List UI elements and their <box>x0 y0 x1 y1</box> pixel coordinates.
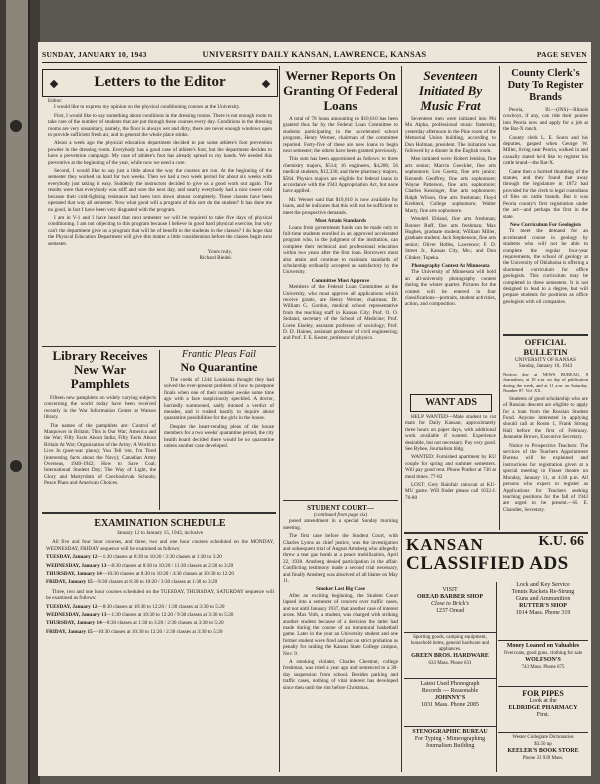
library-paragraph: The names of the pamphlets are: Control of Manpower in Britain; This is Our War; America and the War; Fifty Facts About India; Fifty Facts About Britain At War; Organization of the Army; A World to Live In (post-war plans); You Tell 'em, I'm Tired (interesting facts about the Navy); Canadian Army Overseas, 1940-1942; How to Save Coal; International Student Day; The Way of Light, the Glory and Martyrdom of Czechoslovak Schools; Peace Plans and American Choices. <box>44 422 156 487</box>
exam-day: THURSDAY, January 14 <box>46 620 102 627</box>
classified-ad <box>498 582 588 638</box>
letters-headline: Letters to the Editor <box>94 74 226 90</box>
ad-line: Wester Collegiate Dictionaries <box>512 735 574 740</box>
divider <box>404 632 496 633</box>
want-ad: WANTED: Furnished apartment by KU couple for spring and summer semesters. Will pay good rent. Phone Prather at 736 at meal times. 77-82 <box>405 454 496 480</box>
exam-schedule <box>46 518 274 772</box>
bulletin-headline: OFFICIAL BULLETIN <box>523 337 568 357</box>
divider <box>496 582 497 772</box>
exam-times: —9:30 classes at 8:30 to 10:20 / 3:30 classes at 1:30 to 3:20 <box>92 579 218 586</box>
county-clerk-article <box>503 68 588 332</box>
exam-day: WEDNESDAY, January 13 <box>46 562 107 569</box>
exam-row <box>46 554 274 560</box>
ad-line: 1014 Mass. Phone 319 <box>515 610 571 616</box>
classified-ad <box>406 729 494 771</box>
exam-times: —1:30 classes at 8:30 to 10:20 / 2:30 classes at 1:30 to 3:20 <box>97 554 222 561</box>
ad-line: $3.50 up <box>534 742 552 747</box>
letters-paragraph: I would like to express my opinion on the physical conditioning courses at the University. <box>54 104 241 111</box>
exam-row <box>46 612 274 618</box>
letters-paragraph: About a week ago the physical education department decided to put some athlete's foot prevention powder in the dressing room. Everybody has a good case of athlete's foot, but the department decides to have a prevention campaign. My case of athlete's foot has already spread to my hands. We needed this preventive at the beginning of the year, while now we need a cure. <box>48 140 272 166</box>
ad-line: GREEN BROS. HARDWARE <box>411 653 489 659</box>
werner-headline: Werner Reports On Granting Of Federal Loans <box>283 68 398 113</box>
ad-line: Latest Used Phonograph <box>420 681 480 687</box>
ad-line: Phone 33 939 Mass. <box>522 756 564 761</box>
divider <box>498 686 588 687</box>
werner-paragraph: Members of the Federal Loan Committee at the University, who must approve all applications which receive grants, are Henry Werner, chairman; Dr. William G. Gordon, medical school representative from the teaching staff in Kansas City; Prof. O. O. Stoland, secretary of the School of Medicine; Prof. Loren Eiseley, assistant professor of sociology; Prof. D. D. Haines, assistant professor of civil engineering; and Prof. F. E. Kester, professor of physics. <box>283 284 398 342</box>
exam-day: TUESDAY, January 12 <box>46 554 98 561</box>
exam-row <box>46 579 274 585</box>
newspaper-page <box>38 42 591 776</box>
want-ad: LOST: Grey Rainfair raincoat at KU-MU game. Will finder please call 1632-J. 76-80 <box>405 482 496 501</box>
divider <box>42 346 276 347</box>
clerk-paragraph: Peoria, Ill.—(INS)—Illinois cowboys, if any, can ride their ponies into Peoria now and apply for a job at the Bar-X ranch. <box>503 107 588 133</box>
binder-hole <box>10 120 22 132</box>
ad-line: Guns and Ammunition <box>515 596 571 602</box>
exam-day: THURSDAY, January 14 <box>46 571 102 578</box>
werner-paragraph: Mr. Werner said that $10,610 is now available for loans, and he indicates that this will not be sufficient to meet the prospective demands. <box>283 196 398 216</box>
ad-line: Sporting goods, camping equipment, household items, general hardware and appliances. <box>410 635 490 652</box>
exam-row <box>46 571 274 577</box>
want-ads-header <box>410 394 492 412</box>
divider <box>503 334 588 336</box>
clerk-subhead: New Curriculum For Geologists <box>510 221 581 228</box>
exam-row <box>46 629 274 635</box>
divider <box>498 640 588 641</box>
ad-line: 633 Mass. Phone 631 <box>428 661 472 666</box>
classified-kansan: KANSAN <box>406 535 484 554</box>
bulletin-notice: Notices due at NEWS BUREAU, 8 Journalism, at 10 a.m. on day of publication during the week, and at 11 a.m. on Saturday. Number 87. Vol. XX. <box>503 371 588 394</box>
bulletin-paragraph: Notice to Prospective Teachers: The services of the Teachers Appointment Bureau will be explained and instructions for registration given at a special meeting in Fraser theatre on Monday, January 11, at 4:30 p.m. All persons who expect to register as Applications for Teachers seeking teaching positions for the fall of 1943 are urged to be present.—H. E. Chandler, Secretary. <box>503 442 588 513</box>
letters-header-box <box>42 69 278 97</box>
exam-times: —8:30 classes at 8:30 to 10:20 / 11:30 classes at 2:30 to 3:20 <box>106 562 234 569</box>
classified-header <box>406 535 588 579</box>
exam-times: —8:30 classes at 1:30 to 3:20 / 2:30 classes at 3:30 to 5:20 <box>101 620 224 627</box>
ad-line: Close to Brick's <box>431 601 469 607</box>
exam-row <box>46 563 274 569</box>
clerk-paragraph: County clerk L. E. Sours and his deputies, gasped when George W. Miller, living near Peoria, walked in and casually stated he'd like to register his cattle brand—the Bar-X. <box>503 134 588 167</box>
exam-mwf-list <box>46 554 274 586</box>
divider <box>498 732 588 733</box>
bulletin-date: Sunday, January 10, 1943 <box>518 363 573 370</box>
court-paragraph: The first case before the Student Court, with Charles Lyons as chief justice, was the investigation and subsequent trial of August Amsberg who allegedly threw a tear gas bomb at a peace mobilization, April 22, 1938. Amsberg denied participation in the affair. Conflicting testimony made a second trial necessary, and finally Amsberg was absolved of all blame on May 11. <box>283 533 398 585</box>
ad-line: 1237 Oread <box>435 608 465 614</box>
seventeen-paragraph: The University of Minnesota will hold an all-university photography contest during the winter quarter. Pictures for the contest will be entered in four classifications—portraits, student activities, action, and composition. <box>405 269 496 308</box>
ad-line: 743 Mass. Phone 675 <box>521 665 565 670</box>
ad-line: RUTTER'S SHOP <box>519 603 567 609</box>
exam-row <box>46 620 274 626</box>
exam-day: FRIDAY, January 15 <box>46 579 93 586</box>
official-bulletin <box>503 337 588 530</box>
werner-subhead: Committee Must Approve <box>311 277 370 284</box>
classified-title: CLASSIFIED ADS <box>406 553 569 574</box>
seventeen-paragraph: Seventeen men were initiated into Phi Mu Alpha, professional music fraternity, yesterday afternoon in the Pine room of the Memorial Union building, according to Don Holman, president. The initiation was followed by a dinner in the English room. <box>405 116 496 155</box>
seventeen-article <box>405 68 496 388</box>
exam-intro: All five and four hour courses, and three, two and one hour courses scheduled on the MONDAY, WEDNESDAY, FRIDAY sequence will be examined as follows: <box>46 539 274 552</box>
exam-times: —10:30 classes at 8:30 to 10:20 / 4:30 classes at 10:30 to 12:20 <box>101 571 234 578</box>
binder-hole <box>10 460 22 472</box>
letters-closing: Yours truly, <box>207 248 232 255</box>
frantic-article <box>164 349 274 511</box>
exam-tts-list <box>46 604 274 636</box>
ad-line: WOLFSON'S <box>525 657 561 663</box>
court-paragraph: After an exciting beginning, the Student Court lapsed into a semester of concern over traffic cases, and not until January 1937, that another case of interest arose. Max Voth, a student, was charged with striking another student because of a decision the latter had made during the course of an intramural basketball game. Later in the year an University student and one former student were fired and put on strict probation as penalty for raiding the Kansas State College campus, Nov. 9. <box>283 592 398 657</box>
ad-line: Journalism Building <box>425 743 475 749</box>
letters-paragraph: First, I would like to say something about conditions in the dressing rooms. There is not enough room to take care of the number of students that are put through these courses every day. Conditions in the dressing rooms are very unsanitary, namely, the floor is always wet and dirty, there are never enough windows open to provide sufficient fresh air, and in general the whole place stinks. <box>48 112 272 139</box>
ad-line: FOR PIPES <box>522 689 564 698</box>
ad-line: JOHNNY'S <box>434 695 466 701</box>
classified-ad <box>498 643 588 683</box>
exam-intro: Three, two and one hour courses scheduled on the TUESDAY, THURSDAY, SATURDAY sequence will be examined as follows: <box>46 588 274 602</box>
ad-line: KEELER'S BOOK STORE <box>507 748 579 754</box>
letters-paragraph: I am in V-1 and I have heard that next semester we will be required to take five days of physical conditioning. I am not objecting to this program because I believe in good hard physical exercise, but why can't the department give us a program that will be of benefit to the students in the classes? I do hope that the Physical Education Department will give this matter a little consideration before the classes begin next semester. <box>48 214 272 247</box>
divider <box>279 66 280 772</box>
library-headline: Library Receives New War Pamphlets <box>52 349 148 391</box>
bulletin-sub: UNIVERSITY OF KANSAS <box>515 357 576 363</box>
binding-strip <box>6 0 30 784</box>
divider <box>42 512 276 514</box>
werner-paragraph: This sum has been apportioned as follows: to three chemistry majors, $514; 16 engineers, $4,286; 56 medical students, $12,336; and three pharmacy majors, $564. Physics majors are eligible for federal loans in accordance with the 1943 Appropriation Act, but none have applied. <box>283 156 398 195</box>
letters-greeting: Editor: <box>48 98 63 104</box>
court-headline: STUDENT COURT— <box>307 504 374 512</box>
bulletin-paragraph: Students of good scholarship who are of Russian descent are eligible to apply for a loan from the Russian Student Fund. Anyone interested in applying should call at Room 1, Frank Strong Hall before the first of February. Jeannette Brown, Executive Secretary. <box>503 395 588 441</box>
werner-subhead: Must Attain Standards <box>315 218 366 225</box>
want-ads-list <box>405 414 496 530</box>
court-paragraph: A smoking violater, Charles Chestnut, college freshman, was tried a year ago and sentenced to a 30-day suspension from school. Besides parking and traffic cases, nothing of vital interest has developed since then until the riot before Christmas. <box>283 658 398 691</box>
ad-line: Lock and Key Service <box>516 582 570 588</box>
exam-day: WEDNESDAY, January 13 <box>46 612 107 619</box>
seventeen-paragraph: Men initiated were: Robert Jenkins, fine arts senior; Marvin Goeckler, fine arts sophomore; Leo Goertz, fine arts junior; Kenneth Geoffrey, fine arts sophomore; Wayne Patterson, fine arts sophomore; Charles Kessinger, fine arts sophomore; Ralph Wilson, fine arts freshman; Floyd Kreblenl, College sophomore; Walter Marty, fine arts sophomore. <box>405 156 496 214</box>
frantic-paragraph: Despite the heart-rending pleas of the house members for a two weeks' quarantine period, the city health board decided there would be no quarantine unless another case developed. <box>164 423 274 450</box>
letters-signature: Richard Riedel. <box>199 255 232 262</box>
werner-paragraph: A total of 78 loans amounting to $10,610 has been granted thus far by the Federal Loan Committee to students participating in the accelerated school program, Henry Werner, chairman of the committee reported. Forty-five of these are new loans to begin next semester; the others have been granted previously. <box>283 116 398 155</box>
masthead-page: PAGE SEVEN <box>536 50 587 59</box>
clerk-paragraph: To meet the demand for an accelerated course in geology by students who will not be able to complete the regular four-year requirements, the school of geology at the University of Oklahoma is offering a shortened curriculum for office geologists. This curriculum may be completed in three semesters. It is not designed to lead to a degree, but will prepare students for positions as office geologists with oil companies. <box>503 228 588 305</box>
clerk-headline: County Clerk's Duty To Register Brands <box>507 68 584 103</box>
divider <box>404 726 496 727</box>
classified-ad <box>406 635 494 675</box>
want-ad: HELP WANTED—Male student to cut mats for Daily Kansan; approximately three hours on paper days, with additional work available if wanted. Experience desirable, but not necessary. Pay very good. See Bybee, Journalism bldg. <box>405 414 496 453</box>
divider <box>283 500 398 501</box>
classified-ad <box>498 734 588 772</box>
ad-line: OREAD BARBER SHOP <box>416 594 483 600</box>
exam-day: TUESDAY, January 12 <box>46 603 98 610</box>
divider <box>404 678 496 679</box>
frantic-paragraph: The coeds of 1244 Louisiana thought they had solved the ever-present problem of how to postpone finals when one of their number awoke some time ago with a face suspiciously speckled. A doctor, hurriedly summoned, sadly intoned a verdict of measles, and it rushed hastily to inquire about quarantine possibilities for the girls in the house. <box>164 377 274 422</box>
ad-line: Records — Reasonable <box>421 688 479 694</box>
ad-line: First. <box>536 712 550 718</box>
letters-body <box>48 98 272 344</box>
frantic-headline: No Quarantine <box>180 360 258 374</box>
frantic-kicker: Frantic Pleas Fail <box>182 349 256 360</box>
library-article <box>44 349 156 511</box>
divider <box>499 66 500 530</box>
classified-phone: K.U. 66 <box>538 534 584 549</box>
werner-article <box>283 68 398 500</box>
exam-headline: EXAMINATION SCHEDULE <box>94 518 226 529</box>
court-subhead: Smoker Last Big Case <box>315 586 366 593</box>
seventeen-headline: Seventeen Initiated By Music Frat <box>418 68 483 113</box>
classified-ad <box>406 587 494 629</box>
ad-line: Look at the <box>529 698 557 704</box>
exam-times: —10:30 classes at 10:30 to 12:20 / 2:30 classes at 3:30 to 5:20 <box>92 628 223 635</box>
masthead <box>42 48 587 63</box>
seventeen-subhead: Photography Contest At Minnesota <box>411 262 490 269</box>
seventeen-paragraph: Wendell Ebland, fine arts freshman; Bonner Ruff, fine arts freshman; Max Hughes, graduate student; William Miller, graduate student; Jack Stephenson, fine arts senior; Oliver Hobbs, Lawrence; F. D. Street Jr., Kansas City, Mo.; and Don Clinker, Topeka. <box>405 216 496 261</box>
masthead-date: SUNDAY, JANUARY 10, 1943 <box>42 50 147 59</box>
ad-line: 1031 Mass. Phone 2085 <box>421 702 479 708</box>
ad-line: Tennis Rackets Re-Strung <box>511 589 575 595</box>
divider <box>159 350 160 510</box>
letters-paragraph: Second, I would like to say just a little about the way the courses are run. At the beginning of the semester they worked us hard for two weeks. Then we had a two week period for about six weeks with everybody just taking it easy. Suddenly the instructors decided to give us a good work out again. The results were that everybody was stiff and sore the next day, and nearly everybody had a nice sweet cold because their cold-fighting resistance had been torn down almost completely. These classes have been operated that way all semester. Now what good will a program of this sort do the student? It has done me no good, in fact I have been very disgusted with the program. <box>48 168 272 213</box>
ad-line: VISIT <box>442 587 458 593</box>
exam-day: FRIDAY, January 15 <box>46 628 93 635</box>
library-paragraph: Fifteen new pamphlets on widely varying subjects concerning the world today have been received recently in the War Information Center at Watson library. <box>44 395 156 421</box>
want-ads-headline: WANT ADS <box>425 397 477 408</box>
masthead-title: UNIVERSITY DAILY KANSAN, LAWRENCE, KANSAS <box>202 49 427 59</box>
ad-line: STENOGRAPHIC BUREAU <box>412 729 488 735</box>
exam-times: —1:30 classes at 10:30 to 12:20 / 9:30 classes at 3:30 to 5:20 <box>106 612 234 619</box>
werner-paragraph: Loans from government funds can be made only to full-time students enrolled in an approved accelerated program who, in the judgment of the institution, can complete their technical and professional education within two years after the first loan. Borrowers must also attain and continue to maintain standards of scholarship ordinarily accepted as satisfactory by the University. <box>283 224 398 276</box>
exam-times: —8:30 classes at 10:30 to 12:20 / 1:30 classes at 3:30 to 5:20 <box>97 603 225 610</box>
divider <box>401 66 402 772</box>
court-continued: (continued from page six) <box>313 512 368 518</box>
ad-line: For Typing - Mimeographing <box>414 736 486 742</box>
exam-dates: January 12 to January 15, 1943, inclusive <box>116 530 204 536</box>
classified-ad <box>498 689 588 729</box>
ad-line: Overcoats, good guns, clothing for sale <box>503 651 583 656</box>
ad-line: ELDRIDGE PHARMACY <box>508 705 578 711</box>
ad-line: Money Loaned on Valuables <box>506 643 580 649</box>
court-paragraph: posed amendment in a special Sunday morning meeting. <box>283 518 398 531</box>
student-court-article <box>283 504 398 772</box>
exam-row <box>46 604 274 610</box>
clerk-paragraph: Came then a hurried thumbing of the statues, and they found that away through the legislature in 1872 had provided for the clerk to legal custodians of files on cattle brands. But it was Peoria county's first registration under the act—and perhaps the first in the state. <box>503 168 588 220</box>
classified-ad <box>406 681 494 721</box>
